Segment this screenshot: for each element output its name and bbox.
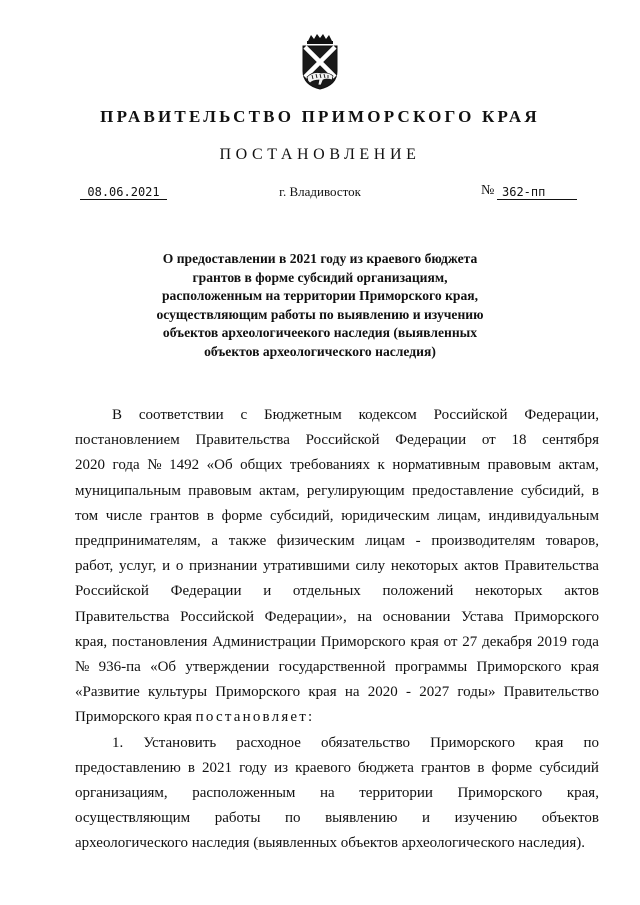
word: края, <box>75 633 108 650</box>
word: и <box>263 583 272 600</box>
word: лицам <box>365 533 405 550</box>
body-line <box>75 781 599 806</box>
word: субсидий, <box>270 507 334 524</box>
word: отдельных <box>292 583 361 600</box>
word: актам, <box>558 457 599 474</box>
word: в <box>591 482 599 499</box>
body-line <box>75 504 599 529</box>
word: 18 <box>511 432 527 449</box>
word: Приморского <box>476 659 562 676</box>
word: края <box>410 633 439 650</box>
word: - <box>415 533 421 550</box>
document-type: ПОСТАНОВЛЕНИЕ <box>219 146 421 163</box>
word: индивидуальным <box>488 507 599 524</box>
subject-line: объектов археологичеекого наследия (выявленных <box>162 325 478 341</box>
word: выявлению <box>325 810 398 827</box>
word: с <box>240 407 248 423</box>
word: культуры <box>147 684 208 701</box>
word: кодексом <box>358 407 417 423</box>
subject-line: осуществляющим работы по выявлению и изучению <box>156 306 484 322</box>
word: на <box>357 608 373 625</box>
word: постановлением <box>75 432 180 449</box>
word: товаров, <box>545 533 599 550</box>
word: форме <box>221 507 263 524</box>
word: от <box>481 432 496 449</box>
word: края <box>570 659 599 676</box>
word: Правительства <box>75 608 170 625</box>
word: 27 <box>462 633 478 650</box>
word: осуществляющим <box>75 810 191 827</box>
word: края <box>308 684 337 701</box>
word: в <box>477 759 485 776</box>
subject-line: О предоставлении в 2021 году из краевого бюджета <box>162 251 478 266</box>
word: в <box>187 759 195 776</box>
word: от <box>443 633 458 650</box>
word: сентября <box>542 432 599 449</box>
word: соответствии <box>138 407 224 423</box>
word: муниципальным <box>75 482 181 499</box>
word: Российской <box>75 583 149 600</box>
word: годы» <box>457 684 496 701</box>
word: года <box>112 457 140 474</box>
word: основании <box>382 608 451 625</box>
word: расположенным <box>192 785 296 802</box>
word: грантов <box>149 507 200 524</box>
word: края <box>535 734 564 751</box>
word: программы <box>394 659 468 676</box>
word: расходное <box>236 734 301 751</box>
word: производителям <box>431 533 536 550</box>
government-title: ПРАВИТЕЛЬСТВО ПРИМОРСКОГО КРАЯ <box>100 107 540 126</box>
document-body <box>75 403 599 857</box>
body-line <box>75 554 599 579</box>
word: 1492 <box>169 457 200 474</box>
word: Российской <box>180 608 254 625</box>
word: услуг, <box>119 558 157 575</box>
word: Российской <box>305 432 380 449</box>
word: Российской <box>433 407 508 423</box>
word: государственной <box>278 659 386 676</box>
word: утверждении <box>185 659 270 676</box>
word: территории <box>359 785 433 802</box>
word: по <box>583 734 599 751</box>
word: некоторых <box>390 558 459 575</box>
word: года <box>571 633 599 650</box>
word: требованиях <box>289 457 370 474</box>
word: регулирующим <box>306 482 405 499</box>
word: края, <box>566 785 599 802</box>
word: предпринимателям, <box>75 533 201 550</box>
word: «Об <box>206 457 233 474</box>
body-line <box>75 655 599 680</box>
word: 2020 <box>367 684 398 701</box>
word: также <box>228 533 267 550</box>
body-line <box>75 731 599 756</box>
word: 2019 <box>536 633 567 650</box>
word: общих <box>240 457 283 474</box>
word: работ, <box>75 558 114 575</box>
word: Бюджетным <box>264 407 342 423</box>
word: Приморского <box>457 785 543 802</box>
number-sign: № <box>481 183 495 198</box>
body-line <box>75 529 599 554</box>
word: обязательство <box>320 734 411 751</box>
word: физическим <box>276 533 355 550</box>
word: Устава <box>461 608 504 625</box>
word: Федерации», <box>264 608 347 625</box>
word: по <box>285 810 301 827</box>
word: и <box>422 810 431 827</box>
word: предоставлению <box>75 759 181 776</box>
body-line <box>75 756 599 781</box>
word: субсидий <box>539 759 599 776</box>
word: Приморского <box>320 633 406 650</box>
word: изучению <box>454 810 518 827</box>
body-text-segment: Приморского края <box>75 709 196 726</box>
word: бюджета <box>358 759 414 776</box>
word: Приморского <box>430 734 515 751</box>
word: «Развитие <box>75 684 140 701</box>
word: юридическим <box>341 507 430 524</box>
word: том <box>75 507 99 524</box>
word: краевого <box>295 759 351 776</box>
word: из <box>274 759 289 776</box>
resolves-word: постановляет: <box>195 709 315 726</box>
word: постановления <box>111 633 208 650</box>
word: 1. <box>112 734 124 751</box>
word: Правительство <box>503 684 599 701</box>
word: организациям, <box>75 785 168 802</box>
word: в <box>206 507 214 524</box>
word: работы <box>214 810 261 827</box>
word: 2020 <box>75 457 105 474</box>
word: году <box>239 759 268 776</box>
word: актов <box>464 558 499 575</box>
word: нормативным <box>392 457 481 474</box>
word: грантов <box>421 759 471 776</box>
subject-line: грантов в форме субсидий организациям, <box>192 269 448 285</box>
word: Администрации <box>212 633 316 650</box>
subject-line: объектов археологического наследия) <box>204 343 436 359</box>
body-line <box>75 479 599 504</box>
word: декабря <box>482 633 533 650</box>
word: предоставление <box>412 482 514 499</box>
word: форме <box>491 759 533 776</box>
word: 2027 <box>419 684 450 701</box>
word: утратившими <box>263 558 350 575</box>
body-line <box>75 806 599 831</box>
word: № <box>147 457 162 474</box>
body-line <box>75 403 599 428</box>
document-subject <box>130 250 510 362</box>
word: и <box>162 558 171 575</box>
document-city: г. Владивосток <box>279 184 361 199</box>
word: Приморского <box>514 608 599 625</box>
body-line <box>75 680 599 705</box>
body-line <box>75 605 599 630</box>
body-line <box>75 579 599 604</box>
subject-line: расположенным на территории Приморского края, <box>161 288 479 304</box>
word: правовым <box>188 482 252 499</box>
word: а <box>211 533 219 550</box>
word: лицам, <box>437 507 481 524</box>
word: объектов <box>541 810 599 827</box>
document-number: 362-пп <box>497 185 577 200</box>
word: к <box>377 457 385 474</box>
word: силу <box>355 558 386 575</box>
word: № <box>75 659 90 676</box>
body-line <box>75 630 599 655</box>
word: 2021 <box>202 759 233 776</box>
coat-of-arms-emblem <box>299 33 341 91</box>
word: В <box>112 407 123 423</box>
item-1-paragraph <box>75 731 599 832</box>
word: Правительства <box>504 558 599 575</box>
word: Приморского <box>215 684 301 701</box>
word: признании <box>189 558 258 575</box>
word: субсидий, <box>520 482 585 499</box>
word: актам, <box>259 482 300 499</box>
word: Федерации <box>170 583 242 600</box>
word: актов <box>564 583 599 600</box>
word: 936-па <box>98 659 141 676</box>
word: Федерации, <box>524 407 599 423</box>
word: числе <box>105 507 143 524</box>
word: «Об <box>150 659 177 676</box>
word: некоторых <box>475 583 543 600</box>
document-date: 08.06.2021 <box>80 185 167 200</box>
preamble-paragraph <box>75 403 599 705</box>
body-line: археологического наследия (выявленных объектов археологического наследия). <box>75 835 585 852</box>
word: - <box>405 684 411 701</box>
body-line <box>75 453 599 478</box>
body-line <box>75 428 599 453</box>
body-line <box>75 705 599 730</box>
word: положений <box>382 583 454 600</box>
word: на <box>320 785 335 802</box>
word: на <box>344 684 360 701</box>
word: Федерации <box>395 432 467 449</box>
word: правовым <box>487 457 551 474</box>
word: Установить <box>143 734 217 751</box>
word: о <box>175 558 184 575</box>
word: Правительства <box>195 432 290 449</box>
